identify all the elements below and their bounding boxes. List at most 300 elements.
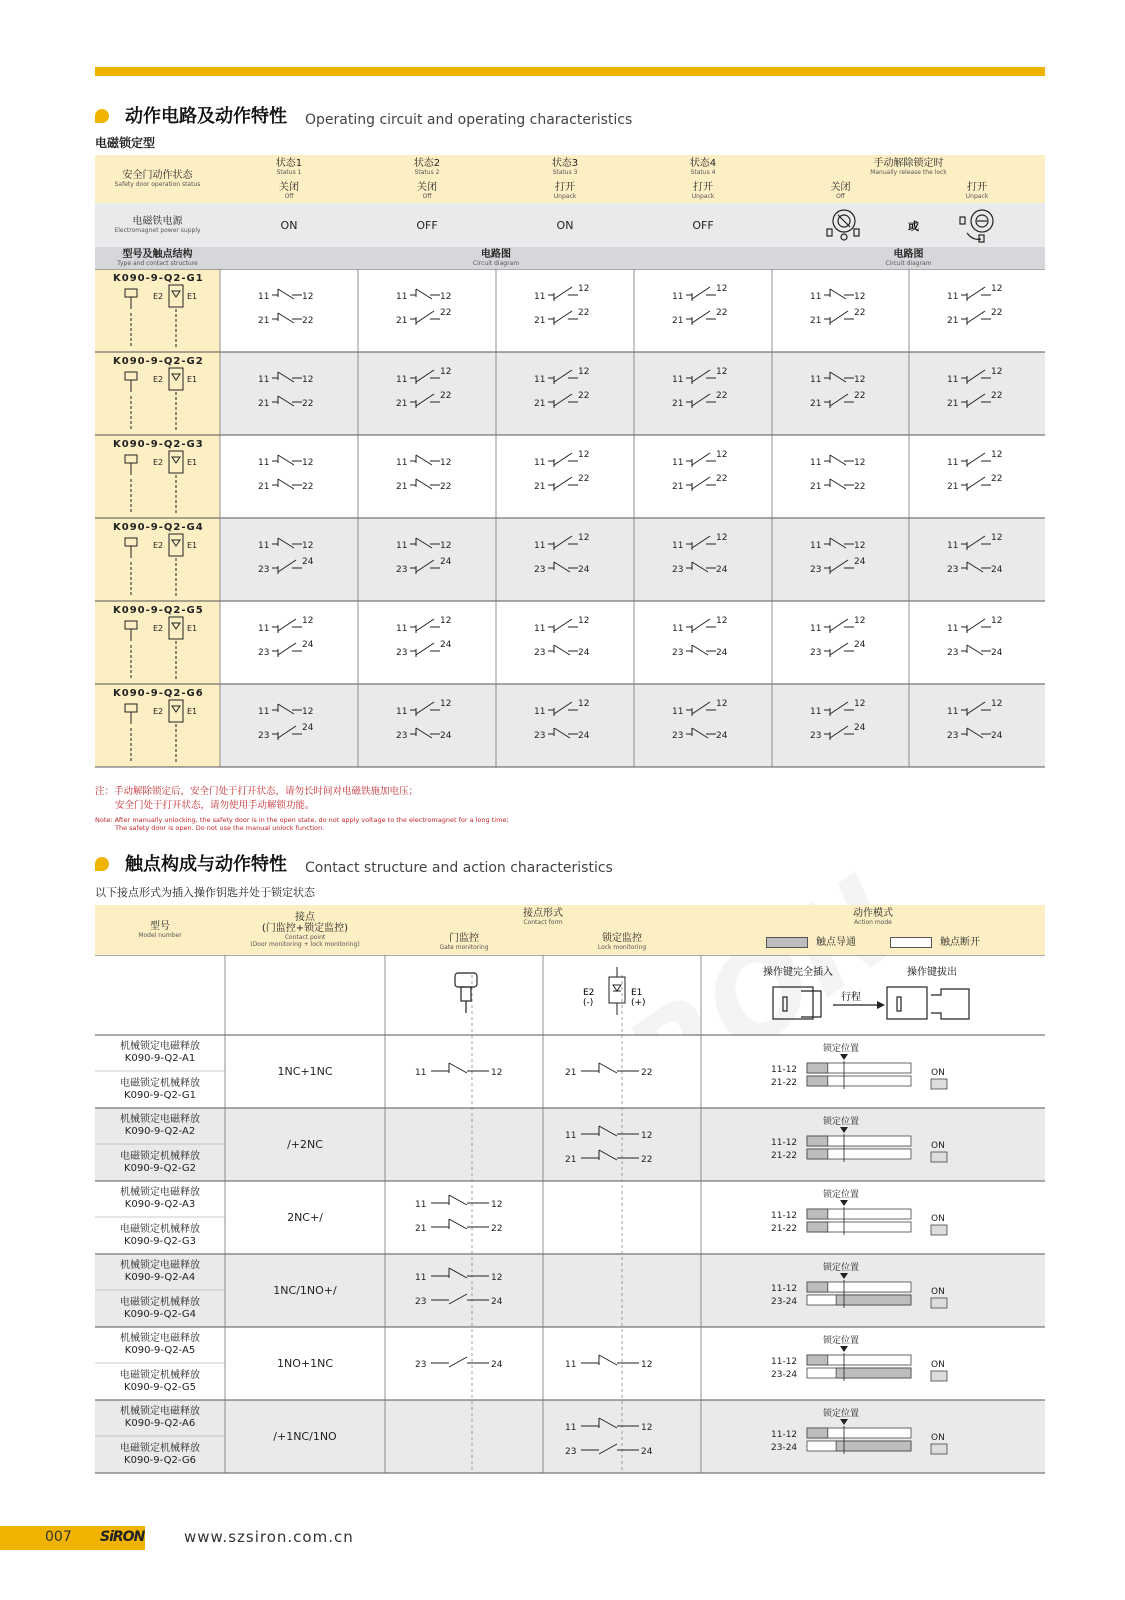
svg-text:21: 21 — [396, 399, 408, 409]
header-contact-form: 接点形式 Contact form — [385, 905, 701, 929]
key-inserted-icon — [773, 987, 821, 1019]
svg-text:23: 23 — [534, 565, 546, 575]
svg-text:12: 12 — [302, 458, 314, 468]
svg-text:24: 24 — [991, 565, 1003, 575]
svg-text:12: 12 — [716, 699, 728, 709]
svg-text:23: 23 — [810, 648, 822, 658]
svg-text:E1: E1 — [187, 624, 198, 633]
status-1-header: 状态1 Status 1 — [220, 155, 358, 179]
svg-text:21: 21 — [534, 482, 546, 492]
svg-text:21: 21 — [534, 316, 546, 326]
svg-text:锁定位置: 锁定位置 — [823, 1263, 860, 1273]
model-desc: 机械锁定电磁释放 — [120, 1187, 200, 1198]
svg-text:24: 24 — [716, 648, 728, 658]
svg-text:21: 21 — [396, 482, 408, 492]
model-label-g2: K090-9-Q2-G2 — [113, 356, 204, 367]
svg-text:E1: E1 — [187, 292, 198, 301]
svg-text:12: 12 — [716, 367, 728, 377]
svg-text:24: 24 — [716, 731, 728, 741]
svg-text:22: 22 — [440, 308, 452, 318]
svg-text:23: 23 — [258, 731, 270, 741]
svg-text:21: 21 — [396, 316, 408, 326]
svg-text:12: 12 — [578, 284, 590, 294]
model-cell-g: 电磁锁定机械释放 K090-9-Q2-G3 — [120, 1223, 200, 1247]
svg-text:23: 23 — [810, 731, 822, 741]
note-zh-line2: 安全门处于打开状态，请勿使用手动解锁功能。 — [115, 800, 315, 811]
svg-text:24: 24 — [991, 731, 1003, 741]
svg-text:21: 21 — [415, 1224, 427, 1234]
header-contact-point: 接点 (门监控+锁定监控) Contact point (Door monitoring + lock monitoring) — [225, 905, 385, 955]
svg-text:11: 11 — [534, 375, 546, 385]
model-cell-a — [95, 1327, 225, 1363]
svg-text:E2: E2 — [583, 988, 595, 998]
label-zh: 安全门动作状态 — [122, 170, 193, 181]
svg-text:12: 12 — [440, 699, 452, 709]
svg-text:11: 11 — [415, 1200, 427, 1210]
svg-text:23: 23 — [396, 731, 408, 741]
legend-swatch-on — [766, 937, 808, 948]
svg-text:E2: E2 — [153, 458, 164, 467]
svg-text:11: 11 — [672, 624, 684, 634]
page-number: 007 — [45, 1529, 72, 1545]
manual-unlock-dial-icon — [960, 210, 993, 242]
svg-text:24: 24 — [302, 723, 314, 733]
status-4-state: 打开 Unpack — [634, 179, 772, 203]
svg-text:12: 12 — [854, 375, 866, 385]
circuit-diagram-header: 电路图 Circuit diagram — [220, 247, 772, 269]
bullet-icon — [95, 857, 109, 871]
svg-text:11: 11 — [534, 707, 546, 717]
svg-text:11: 11 — [258, 541, 270, 551]
svg-text:22: 22 — [991, 474, 1003, 484]
svg-text:23: 23 — [396, 565, 408, 575]
model-cell-a — [95, 1108, 225, 1144]
status-4-header: 状态4 Status 4 — [634, 155, 772, 179]
section-title-zh: 动作电路及动作特性 — [125, 106, 287, 127]
svg-text:11-12: 11-12 — [771, 1065, 798, 1075]
svg-text:22: 22 — [578, 391, 590, 401]
svg-text:24: 24 — [991, 648, 1003, 658]
manual-state-unpack: 打开 Unpack — [909, 179, 1045, 203]
svg-text:23: 23 — [534, 648, 546, 658]
svg-text:22: 22 — [302, 399, 314, 409]
svg-text:23-24: 23-24 — [771, 1370, 798, 1380]
svg-text:11: 11 — [534, 458, 546, 468]
svg-text:21: 21 — [258, 316, 270, 326]
svg-text:11: 11 — [947, 541, 959, 551]
svg-text:12: 12 — [302, 375, 314, 385]
svg-text:22: 22 — [641, 1155, 653, 1165]
svg-text:12: 12 — [440, 616, 452, 626]
svg-text:12: 12 — [716, 450, 728, 460]
svg-text:E2: E2 — [153, 292, 164, 301]
svg-text:11: 11 — [810, 624, 822, 634]
model-code: K090-9-Q2-A3 — [124, 1199, 196, 1210]
svg-text:11: 11 — [565, 1360, 577, 1370]
svg-text:ON: ON — [931, 1214, 945, 1224]
bullet-icon — [95, 109, 109, 123]
model-cell-g: 电磁锁定机械释放 K090-9-Q2-G4 — [120, 1296, 200, 1320]
svg-text:12: 12 — [578, 699, 590, 709]
svg-text:锁定位置: 锁定位置 — [823, 1190, 860, 1200]
svg-text:11: 11 — [672, 375, 684, 385]
svg-text:12: 12 — [491, 1200, 503, 1210]
svg-text:21: 21 — [672, 316, 684, 326]
contact-point-cell: 1NC/1NO+/ — [273, 1284, 337, 1297]
status-1-state: 关闭 Off — [220, 179, 358, 203]
top-accent-bar — [95, 67, 1045, 76]
svg-text:E1: E1 — [187, 375, 198, 384]
model-label-g6: K090-9-Q2-G6 — [113, 688, 204, 699]
contact-point-cell: 1NC+1NC — [277, 1065, 333, 1078]
label-stroke: 行程 — [841, 992, 861, 1003]
svg-text:11: 11 — [415, 1068, 427, 1078]
svg-text:11: 11 — [396, 624, 408, 634]
svg-text:12: 12 — [991, 533, 1003, 543]
svg-text:11: 11 — [258, 375, 270, 385]
or-label: 或 — [908, 220, 919, 233]
svg-text:21-22: 21-22 — [771, 1224, 798, 1234]
svg-text:23: 23 — [534, 731, 546, 741]
manual-release-header: 手动解除锁定时 Manually release the lock — [772, 155, 1045, 179]
svg-text:(+): (+) — [631, 998, 646, 1008]
svg-text:11-12: 11-12 — [771, 1430, 798, 1440]
svg-text:23: 23 — [415, 1360, 427, 1370]
model-cell-g: 电磁锁定机械释放 K090-9-Q2-G6 — [120, 1442, 200, 1466]
power-status-1: ON — [220, 203, 358, 247]
svg-text:12: 12 — [991, 284, 1003, 294]
svg-text:22: 22 — [578, 474, 590, 484]
svg-text:21: 21 — [565, 1155, 577, 1165]
svg-text:21: 21 — [810, 482, 822, 492]
svg-text:11: 11 — [672, 458, 684, 468]
model-desc: 机械锁定电磁释放 — [120, 1114, 200, 1125]
model-code: K090-9-Q2-A2 — [124, 1126, 196, 1137]
model-label-g3: K090-9-Q2-G3 — [113, 439, 204, 450]
svg-text:E2: E2 — [153, 707, 164, 716]
svg-text:锁定位置: 锁定位置 — [823, 1336, 860, 1346]
svg-text:11: 11 — [672, 292, 684, 302]
svg-text:11: 11 — [810, 541, 822, 551]
svg-text:12: 12 — [440, 458, 452, 468]
svg-text:11-12: 11-12 — [771, 1211, 798, 1221]
contact-point-cell: 2NC+/ — [287, 1211, 323, 1224]
section-title-en: Contact structure and action characteristics — [305, 860, 613, 876]
section-title-zh: 触点构成与动作特性 — [125, 854, 287, 875]
svg-text:22: 22 — [716, 308, 728, 318]
svg-text:12: 12 — [854, 699, 866, 709]
svg-text:24: 24 — [302, 557, 314, 567]
svg-text:23: 23 — [672, 565, 684, 575]
svg-text:11: 11 — [258, 624, 270, 634]
svg-text:E1: E1 — [187, 541, 198, 550]
contact-point-cell: /+1NC/1NO — [273, 1430, 337, 1443]
model-cell-g: 电磁锁定机械释放 K090-9-Q2-G2 — [120, 1150, 200, 1174]
status-3-header: 状态3 Status 3 — [496, 155, 634, 179]
svg-text:11: 11 — [258, 292, 270, 302]
legend-swatch-off — [890, 937, 932, 948]
svg-text:12: 12 — [991, 699, 1003, 709]
power-status-4: OFF — [634, 203, 772, 247]
svg-text:11: 11 — [534, 292, 546, 302]
svg-text:22: 22 — [716, 391, 728, 401]
svg-text:21: 21 — [810, 399, 822, 409]
row-label-em-power: 电磁铁电源 Electromagnet power supply — [95, 203, 220, 247]
svg-text:12: 12 — [302, 616, 314, 626]
svg-text:22: 22 — [302, 482, 314, 492]
svg-text:E1: E1 — [631, 988, 643, 998]
svg-text:ON: ON — [931, 1068, 945, 1078]
svg-text:21: 21 — [947, 482, 959, 492]
legend-label-on: 触点导通 — [816, 936, 856, 948]
svg-text:12: 12 — [578, 367, 590, 377]
key-pulled-icon — [887, 987, 969, 1019]
svg-text:11: 11 — [947, 375, 959, 385]
model-code: K090-9-Q2-A5 — [124, 1345, 196, 1356]
svg-text:锁定位置: 锁定位置 — [823, 1409, 860, 1419]
svg-text:23: 23 — [415, 1297, 427, 1307]
svg-text:22: 22 — [716, 474, 728, 484]
model-desc: 机械锁定电磁释放 — [120, 1041, 200, 1052]
svg-text:21: 21 — [565, 1068, 577, 1078]
svg-text:22: 22 — [854, 482, 866, 492]
svg-text:12: 12 — [641, 1423, 653, 1433]
contact-point-cell: /+2NC — [287, 1138, 323, 1151]
note-en-line2: The safety door is open. Do not use the manual unlock function. — [115, 824, 325, 832]
svg-text:24: 24 — [641, 1447, 653, 1457]
svg-text:22: 22 — [578, 308, 590, 318]
model-cell-a — [95, 1035, 225, 1071]
model-label-g1: K090-9-Q2-G1 — [113, 273, 204, 284]
svg-text:12: 12 — [716, 533, 728, 543]
svg-text:22: 22 — [991, 308, 1003, 318]
svg-text:12: 12 — [491, 1273, 503, 1283]
svg-text:E1: E1 — [187, 707, 198, 716]
svg-text:12: 12 — [854, 541, 866, 551]
svg-text:11: 11 — [947, 624, 959, 634]
svg-text:锁定位置: 锁定位置 — [823, 1044, 860, 1054]
svg-text:11: 11 — [534, 541, 546, 551]
header-model-number: 型号 Model number — [95, 905, 225, 955]
label-key-pulled: 操作键拔出 — [907, 967, 957, 978]
svg-text:(-): (-) — [583, 998, 594, 1008]
label-key-inserted: 操作键完全插入 — [763, 967, 833, 978]
note-en-line1: Note: After manually unlocking, the safety door is in the open state, do not apply voltage to the electromagnet for a long time; — [95, 816, 509, 824]
section-title-operating-circuit — [95, 102, 632, 128]
svg-text:22: 22 — [491, 1224, 503, 1234]
svg-text:23: 23 — [672, 731, 684, 741]
manual-state-off: 关闭 Off — [772, 179, 909, 203]
svg-text:12: 12 — [302, 707, 314, 717]
svg-text:24: 24 — [440, 731, 452, 741]
svg-text:12: 12 — [440, 292, 452, 302]
svg-text:11: 11 — [810, 375, 822, 385]
svg-text:11: 11 — [565, 1131, 577, 1141]
svg-text:24: 24 — [440, 557, 452, 567]
legend-label-off: 触点断开 — [940, 936, 980, 948]
svg-text:12: 12 — [854, 458, 866, 468]
svg-text:23-24: 23-24 — [771, 1297, 798, 1307]
svg-text:12: 12 — [854, 616, 866, 626]
svg-text:23: 23 — [672, 648, 684, 658]
key-insert-pull-diagram — [701, 955, 1045, 1035]
svg-text:23: 23 — [810, 565, 822, 575]
svg-text:11: 11 — [396, 292, 408, 302]
model-label-g5: K090-9-Q2-G5 — [113, 605, 204, 616]
svg-text:24: 24 — [854, 723, 866, 733]
svg-text:23: 23 — [565, 1447, 577, 1457]
svg-text:21: 21 — [672, 399, 684, 409]
svg-text:12: 12 — [440, 541, 452, 551]
svg-text:锁定位置: 锁定位置 — [823, 1117, 860, 1127]
brand-logo: SiRON — [100, 1529, 145, 1545]
svg-text:12: 12 — [302, 541, 314, 551]
subtitle-contact-form-note: 以下接点形式为插入操作钥匙并处于锁定状态 — [95, 886, 315, 899]
svg-text:23: 23 — [258, 565, 270, 575]
label-en: Safety door operation status — [114, 181, 201, 188]
header-action-mode: 动作模式 Action mode — [701, 905, 1045, 929]
svg-text:12: 12 — [578, 533, 590, 543]
svg-text:12: 12 — [302, 292, 314, 302]
manual-release-icons — [772, 203, 1045, 247]
model-cell-g: 电磁锁定机械释放 K090-9-Q2-G5 — [120, 1369, 200, 1393]
svg-text:11: 11 — [672, 707, 684, 717]
svg-text:11: 11 — [396, 707, 408, 717]
svg-text:21: 21 — [258, 482, 270, 492]
action-mode-legend — [701, 929, 1045, 955]
svg-text:ON: ON — [931, 1360, 945, 1370]
manual-unlock-dial-icon — [827, 210, 859, 240]
svg-text:22: 22 — [440, 482, 452, 492]
svg-text:11: 11 — [947, 707, 959, 717]
svg-text:ON: ON — [931, 1433, 945, 1443]
note-zh-line1: 注：手动解除锁定后，安全门处于打开状态，请勿长时间对电磁铁施加电压； — [95, 786, 419, 797]
svg-text:11-12: 11-12 — [771, 1284, 798, 1294]
svg-text:E1: E1 — [187, 458, 198, 467]
model-cell-g: 电磁锁定机械释放 K090-9-Q2-G1 — [120, 1077, 200, 1101]
svg-text:12: 12 — [716, 284, 728, 294]
model-desc: 机械锁定电磁释放 — [120, 1260, 200, 1271]
svg-text:ON: ON — [931, 1287, 945, 1297]
svg-text:24: 24 — [578, 565, 590, 575]
svg-text:12: 12 — [491, 1068, 503, 1078]
svg-text:12: 12 — [641, 1131, 653, 1141]
svg-text:24: 24 — [854, 640, 866, 650]
svg-text:22: 22 — [854, 308, 866, 318]
svg-text:24: 24 — [440, 640, 452, 650]
model-code: K090-9-Q2-A1 — [124, 1053, 196, 1064]
svg-text:11-12: 11-12 — [771, 1138, 798, 1148]
svg-text:23: 23 — [947, 731, 959, 741]
svg-text:23: 23 — [947, 565, 959, 575]
svg-text:11: 11 — [810, 292, 822, 302]
svg-text:21: 21 — [534, 399, 546, 409]
svg-text:23: 23 — [258, 648, 270, 658]
status-2-state: 关闭 Off — [358, 179, 496, 203]
svg-text:11: 11 — [947, 292, 959, 302]
svg-text:22: 22 — [854, 391, 866, 401]
svg-text:12: 12 — [641, 1360, 653, 1370]
svg-text:11: 11 — [396, 375, 408, 385]
power-status-3: ON — [496, 203, 634, 247]
svg-text:12: 12 — [854, 292, 866, 302]
svg-text:24: 24 — [578, 648, 590, 658]
header-gate-monitoring: 门监控 Gate monitoring — [385, 929, 543, 955]
svg-text:12: 12 — [578, 616, 590, 626]
svg-text:11: 11 — [672, 541, 684, 551]
subtitle-em-lock-type: 电磁锁定型 — [95, 136, 156, 150]
svg-text:11: 11 — [565, 1423, 577, 1433]
svg-text:22: 22 — [440, 391, 452, 401]
status-3-state: 打开 Unpack — [496, 179, 634, 203]
svg-text:24: 24 — [854, 557, 866, 567]
svg-text:E2: E2 — [153, 541, 164, 550]
svg-text:12: 12 — [991, 367, 1003, 377]
model-cell-a — [95, 1254, 225, 1290]
row-label-door-status — [95, 155, 220, 203]
svg-text:22: 22 — [641, 1068, 653, 1078]
svg-text:11: 11 — [258, 707, 270, 717]
svg-text:E2: E2 — [153, 624, 164, 633]
svg-text:11: 11 — [396, 541, 408, 551]
model-desc: 机械锁定电磁释放 — [120, 1333, 200, 1344]
svg-text:24: 24 — [716, 565, 728, 575]
gate-monitor-key-icon — [385, 955, 543, 1035]
svg-text:21: 21 — [947, 316, 959, 326]
svg-text:24: 24 — [578, 731, 590, 741]
svg-text:21: 21 — [810, 316, 822, 326]
section-title-en: Operating circuit and operating characteristics — [305, 112, 633, 128]
svg-text:12: 12 — [991, 450, 1003, 460]
circuit-diagram-header-manual: 电路图 Circuit diagram — [772, 247, 1045, 269]
svg-text:11-12: 11-12 — [771, 1357, 798, 1367]
svg-text:12: 12 — [716, 616, 728, 626]
svg-text:11: 11 — [258, 458, 270, 468]
svg-text:E2: E2 — [153, 375, 164, 384]
header-lock-monitoring: 锁定监控 Lock monitoring — [543, 929, 701, 955]
svg-text:21: 21 — [258, 399, 270, 409]
status-2-header: 状态2 Status 2 — [358, 155, 496, 179]
model-code: K090-9-Q2-A4 — [124, 1272, 196, 1283]
svg-text:23-24: 23-24 — [771, 1443, 798, 1453]
model-code: K090-9-Q2-A6 — [124, 1418, 196, 1429]
svg-text:21: 21 — [947, 399, 959, 409]
svg-text:21-22: 21-22 — [771, 1151, 798, 1161]
svg-text:11: 11 — [810, 707, 822, 717]
svg-text:11: 11 — [534, 624, 546, 634]
section-title-contact-structure — [95, 850, 613, 876]
svg-text:24: 24 — [491, 1360, 503, 1370]
lock-monitor-coil-icon — [543, 955, 701, 1035]
svg-text:ON: ON — [931, 1141, 945, 1151]
model-desc: 机械锁定电磁释放 — [120, 1406, 200, 1417]
svg-text:11: 11 — [947, 458, 959, 468]
model-label-g4: K090-9-Q2-G4 — [113, 522, 204, 533]
website-url[interactable]: www.szsiron.com.cn — [184, 1528, 354, 1546]
model-cell-a — [95, 1400, 225, 1436]
model-cell-a — [95, 1181, 225, 1217]
svg-text:11: 11 — [810, 458, 822, 468]
contact-point-cell: 1NO+1NC — [276, 1357, 333, 1370]
svg-text:23: 23 — [947, 648, 959, 658]
svg-text:12: 12 — [440, 367, 452, 377]
svg-text:12: 12 — [578, 450, 590, 460]
svg-text:22: 22 — [991, 391, 1003, 401]
svg-text:21-22: 21-22 — [771, 1078, 798, 1088]
svg-text:24: 24 — [491, 1297, 503, 1307]
svg-text:23: 23 — [396, 648, 408, 658]
svg-text:21: 21 — [672, 482, 684, 492]
